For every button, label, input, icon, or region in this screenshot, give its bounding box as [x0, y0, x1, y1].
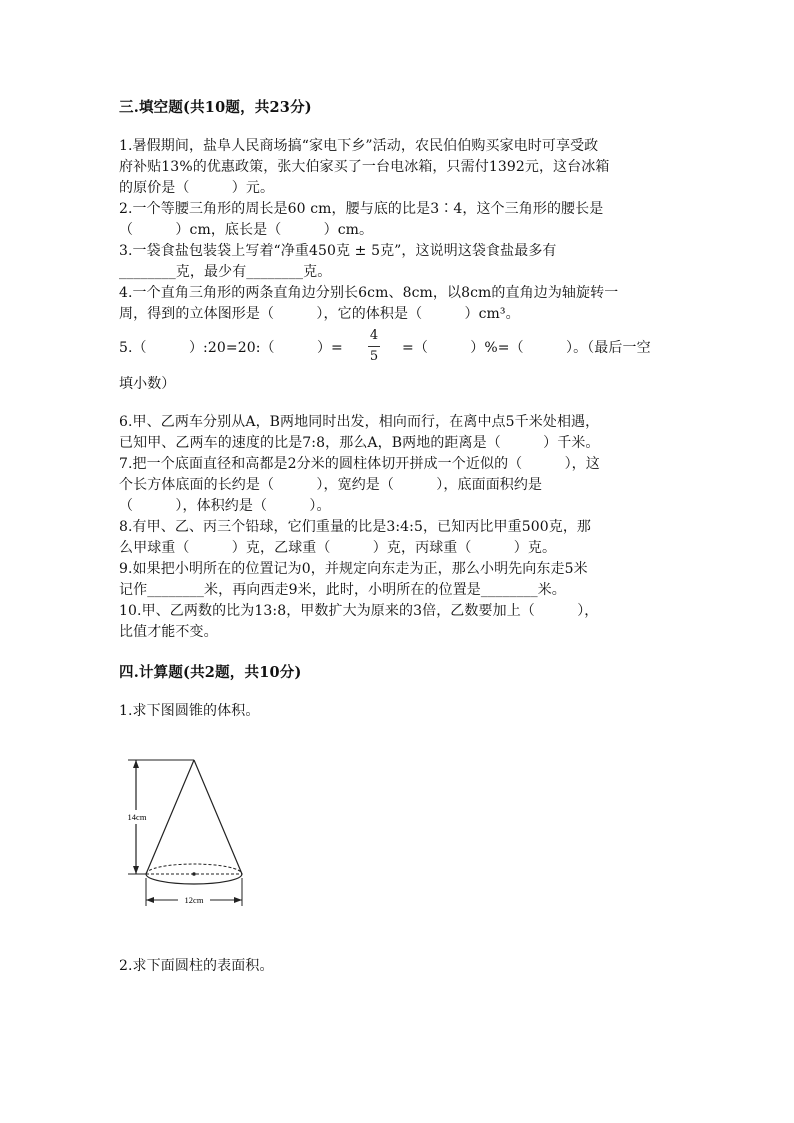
q7-line-2: 个长方体底面的长约是（ ），宽约是（ ），底面面积约是: [119, 477, 543, 493]
q1-line-2: 府补贴13%的优惠政策，张大伯家买了一台电冰箱，只需付1392元，这台冰箱: [119, 159, 610, 175]
height-arrow-top: [133, 760, 139, 768]
q10-line-1: 10.甲、乙两数的比为13:8，甲数扩大为原来的3倍，乙数要加上（ ），: [119, 603, 599, 619]
q5-part-1: 5.（ ）:20=20:（ ）=: [119, 340, 343, 356]
q4-line-2: 周，得到的立体图形是（ ），它的体积是（ ）cm³。: [119, 306, 520, 322]
q3-line-1: 3.一袋食盐包装袋上写着“净重450克 ± 5克”，这说明这袋食盐最多有: [119, 243, 557, 259]
height-arrow-bottom: [133, 866, 139, 874]
cone-figure: [118, 748, 258, 916]
cone-right-side: [194, 760, 242, 874]
calc-q1-text: 1.求下图圆锥的体积。: [119, 703, 260, 719]
q5-part-2: =（ ）%=（ ）。（最后一空: [402, 340, 651, 356]
section-4-title: 四.计算题(共2题，共10分): [119, 664, 302, 681]
base-label: 12cm: [184, 895, 204, 905]
q9-line-2: 记作________米，再向西走9米，此时，小明所在的位置是________米。: [119, 582, 566, 598]
q6-line-1: 6.甲、乙两车分别从A，B两地同时出发，相向而行，在离中点5千米处相遇，: [119, 414, 600, 430]
base-arrow-left: [146, 897, 154, 903]
q9-line-1: 9.如果把小明所在的位置记为0，并规定向东走为正，那么小明先向东走5米: [119, 561, 588, 577]
q3-line-2: ________克，最少有________克。: [119, 264, 332, 280]
q1-line-1: 1.暑假期间，盐阜人民商场搞“家电下乡”活动，农民伯伯购买家电时可享受政: [119, 138, 599, 154]
q7-line-3: （ ），体积约是（ ）。: [119, 498, 331, 514]
height-label: 14cm: [127, 812, 147, 822]
calc-q2-text: 2.求下面圆柱的表面积。: [119, 958, 274, 974]
base-center-point: [192, 872, 196, 876]
q5-fraction-denominator: 5: [369, 349, 379, 364]
q7-line-1: 7.把一个底面直径和高都是2分米的圆柱体切开拼成一个近似的（ ），这: [119, 456, 600, 472]
q8-line-2: 么甲球重（ ）克，乙球重（ ）克，丙球重（ ）克。: [119, 540, 557, 556]
q6-line-2: 已知甲、乙两车的速度的比是7:8，那么A，B两地的距离是（ ）千米。: [119, 435, 600, 451]
cone-left-side: [146, 760, 194, 874]
q4-line-1: 4.一个直角三角形的两条直角边分别长6cm、8cm，以8cm的直角边为轴旋转一: [119, 285, 619, 301]
q10-line-2: 比值才能不变。: [119, 624, 218, 640]
q1-line-3: 的原价是（ ）元。: [119, 180, 275, 196]
q2-line-2: （ ）cm，底长是（ ）cm。: [119, 222, 374, 238]
q2-line-1: 2.一个等腰三角形的周长是60 cm，腰与底的比是3∶4，这个三角形的腰长是: [119, 201, 604, 217]
base-arrow-right: [234, 897, 242, 903]
q5-fraction-bar: [368, 346, 380, 347]
q8-line-1: 8.有甲、乙、丙三个铅球，它们重量的比是3:4:5，已知丙比甲重500克，那: [119, 519, 592, 535]
section-3-title: 三.填空题(共10题，共23分): [119, 99, 312, 116]
q5-line-2: 填小数）: [119, 376, 176, 392]
q5-fraction-numerator: 4: [369, 328, 379, 343]
